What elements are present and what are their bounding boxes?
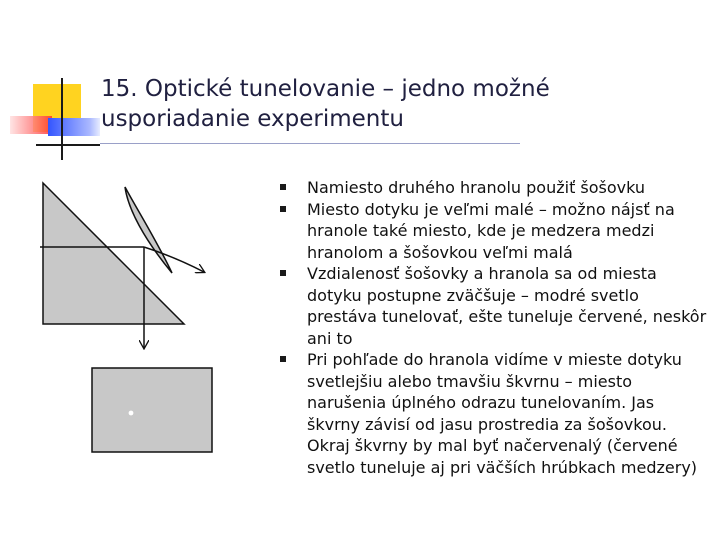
bullet-marker-icon	[280, 356, 286, 362]
bullet-item	[280, 199, 710, 264]
bullet-item	[280, 349, 710, 478]
experiment-diagram	[40, 165, 270, 455]
bullet-item	[280, 177, 710, 199]
slide-title	[101, 74, 661, 134]
slide-title-line-1: 15. Optické tunelovanie – jedno možné	[101, 76, 550, 102]
bullet-marker-icon	[280, 270, 286, 276]
transmitted-ray	[144, 247, 204, 272]
bullet-text: Namiesto druhého hranolu použiť šošovku	[307, 178, 646, 197]
decor-vertical-line	[61, 78, 63, 160]
decor-horizontal-line	[36, 144, 100, 146]
bullet-item	[280, 263, 710, 349]
bullet-list	[280, 177, 710, 478]
bullet-text: Miesto dotyku je veľmi malé – možno nájsť na hranole také miesto, kde je medzera medzi hranolom a šošovkou veľmi malá	[307, 199, 675, 262]
decor-red-bar	[10, 116, 52, 134]
bullet-marker-icon	[280, 184, 286, 190]
bullet-text: Pri pohľade do hranola vidíme v mieste dotyku svetlejšiu alebo tmavšiu škvrnu – miesto narušenia úplného odrazu tunelovaním. Jas škvrny závisí od jasu prostredia za šošovkou. Okraj škvrny by mal byť načervenalý (červené svetlo tuneluje aj pri väčších hrúbkach medzery)	[307, 350, 698, 477]
bullet-text: Vzdialenosť šošovky a hranola sa od miesta dotyku postupne zväčšuje – modré svetlo prestáva tunelovať, ešte tuneluje červené, neskôr ani to	[307, 264, 707, 348]
decor-blue-bar	[48, 118, 100, 136]
observation-spot	[129, 411, 134, 416]
title-underline	[100, 143, 520, 144]
bullet-marker-icon	[280, 206, 286, 212]
observation-square	[92, 368, 212, 452]
slide-title-line-2: usporiadanie experimentu	[101, 106, 404, 132]
lens-shape	[125, 187, 172, 273]
